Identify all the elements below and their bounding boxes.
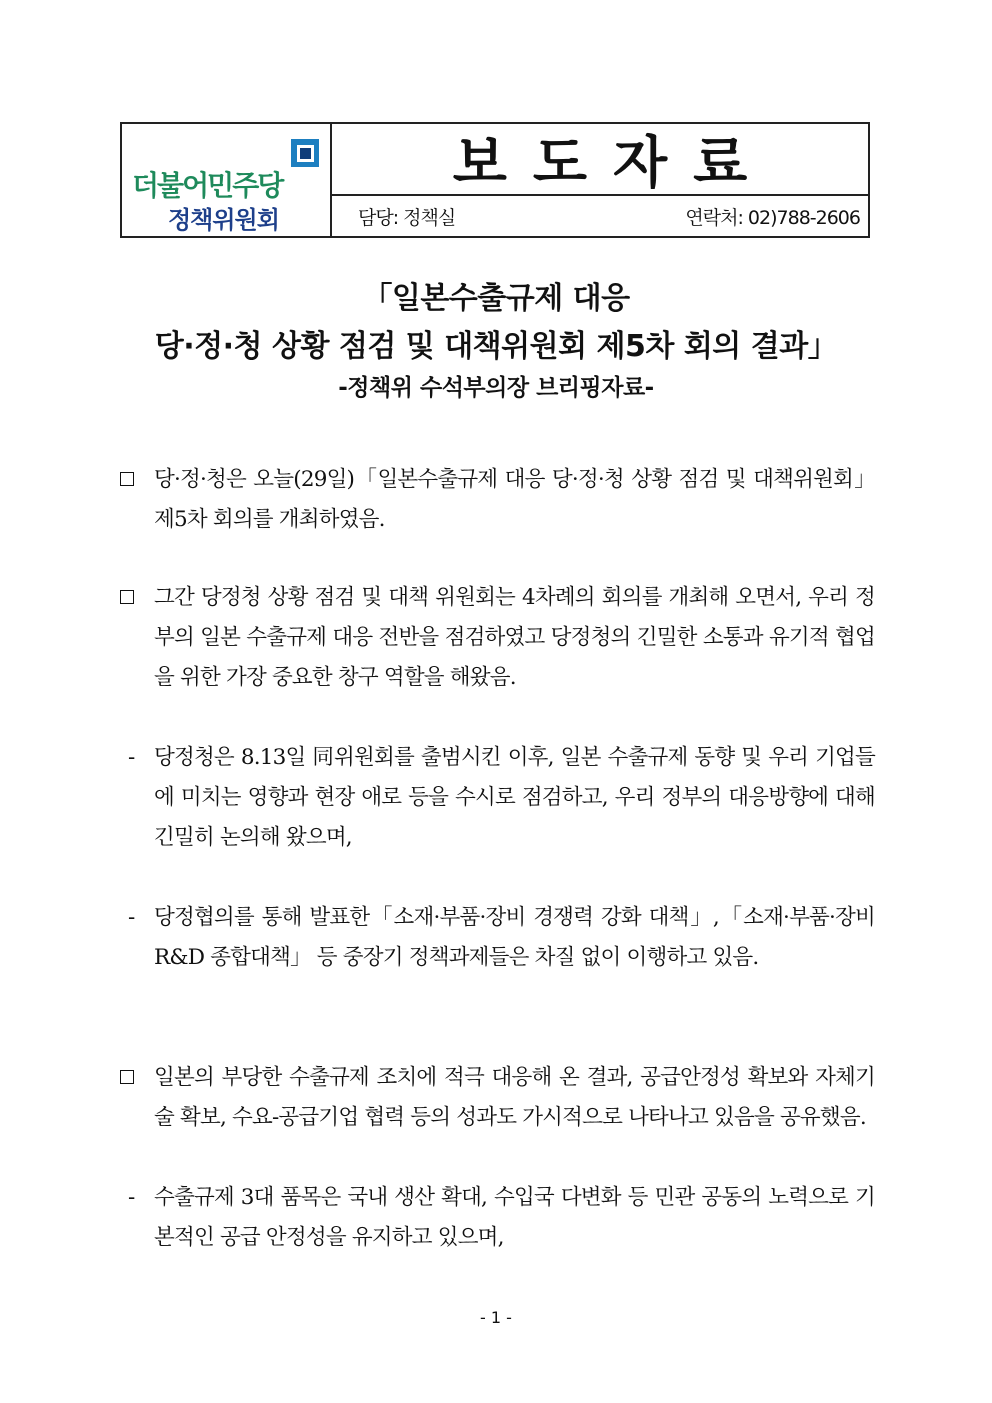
paragraph-4 — [120, 898, 875, 978]
paragraph-2 — [120, 578, 875, 698]
paragraph-text: 당정협의를 통해 발표한「소재·부품·장비 경쟁력 강화 대책」,「소재·부품·장비 R&D 종합대책」 등 중장기 정책과제들은 차질 없이 이행하고 있음. — [154, 905, 875, 970]
square-bullet-icon — [120, 472, 134, 486]
paragraph-text: 수출규제 3대 품목은 국내 생산 확대, 수입국 다변화 등 민관 공동의 노력으로 기본적인 공급 안정성을 유지하고 있으며, — [154, 1185, 875, 1250]
paragraph-6 — [120, 1178, 875, 1258]
press-release-header — [120, 122, 870, 238]
dash-marker: - — [128, 745, 135, 770]
dash-marker: - — [128, 1185, 135, 1210]
document-title — [0, 275, 992, 405]
paragraph-1 — [120, 460, 875, 540]
square-bullet-icon — [120, 1070, 134, 1084]
dash-marker: - — [128, 905, 135, 930]
paragraph-text: 일본의 부당한 수출규제 조치에 적극 대응해 온 결과, 공급안정성 확보와 자체기술 확보, 수요-공급기업 협력 등의 성과도 가시적으로 나타나고 있음을 공유했음. — [154, 1065, 875, 1130]
paragraph-text: 당정청은 8.13일 同위원회를 출범시킨 이후, 일본 수출규제 동향 및 우리 기업들에 미치는 영향과 현장 애로 등을 수시로 점검하고, 우리 정부의 대응방향에 대해 긴밀히 논의해 왔으며, — [154, 745, 875, 850]
logo-committee-name: 정책위원회 — [168, 206, 279, 234]
press-release-title: 보도자료 — [332, 124, 868, 196]
contact-info — [332, 196, 868, 236]
title-line-2: 당·정·청 상황 점검 및 대책위원회 제5차 회의 결과」 — [154, 329, 838, 364]
party-logo-icon — [290, 138, 320, 168]
logo-party-name: 더불어민주당 — [132, 169, 283, 202]
paragraph-text: 당·정·청은 오늘(29일)「일본수출규제 대응 당·정·청 상황 점검 및 대책위원회」제5차 회의를 개최하였음. — [154, 467, 875, 532]
contact-person: 담당: 정책실 — [358, 206, 456, 229]
page-number: - 1 - — [480, 1308, 512, 1327]
title-line-1: 「일본수출규제 대응 — [362, 281, 630, 316]
paragraph-3 — [120, 738, 875, 858]
party-logo — [122, 124, 332, 236]
paragraph-5 — [120, 1058, 875, 1138]
square-bullet-icon — [120, 590, 134, 604]
paragraph-text: 그간 당정청 상황 점검 및 대책 위원회는 4차례의 회의를 개최해 오면서, 우리 정부의 일본 수출규제 대응 전반을 점검하였고 당정청의 긴밀한 소통과 유기적 협업을 위한 가장 중요한 창구 역할을 해왔음. — [154, 585, 875, 690]
contact-phone: 연락처: 02)788-2606 — [685, 206, 860, 229]
document-subtitle: -정책위 수석부의장 브리핑자료- — [338, 375, 654, 401]
